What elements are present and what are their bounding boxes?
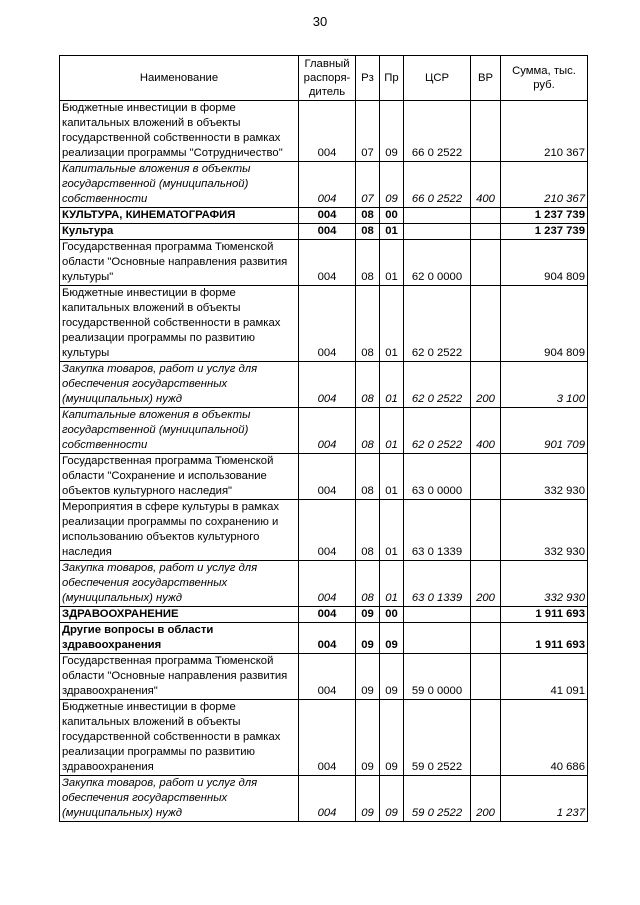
cell-chief-administrator: 004 [299,101,356,162]
cell-expense-type [471,101,501,162]
cell-section: 08 [356,500,380,561]
cell-subsection: 01 [380,240,404,286]
cell-name: КУЛЬТУРА, КИНЕМАТОГРАФИЯ [60,208,299,224]
cell-target-article: 62 0 2522 [404,362,471,408]
cell-name: Мероприятия в сфере культуры в рамках реализации программы по сохранению и использованию объектов культурного наследия [60,500,299,561]
cell-subsection: 09 [380,654,404,700]
cell-expense-type [471,623,501,654]
cell-target-article: 63 0 1339 [404,500,471,561]
cell-chief-administrator: 004 [299,607,356,623]
cell-chief-administrator: 004 [299,561,356,607]
cell-expense-type [471,286,501,362]
cell-subsection: 01 [380,561,404,607]
cell-target-article: 66 0 2522 [404,101,471,162]
cell-sum: 210 367 [501,162,588,208]
cell-chief-administrator: 004 [299,500,356,561]
cell-subsection: 01 [380,454,404,500]
cell-section: 08 [356,240,380,286]
cell-name: Бюджетные инвестиции в форме капитальных вложений в объекты государственной собственности в рамках реализации программы "Сотрудничество" [60,101,299,162]
cell-expense-type: 200 [471,776,501,822]
cell-sum: 210 367 [501,101,588,162]
cell-target-article: 59 0 0000 [404,654,471,700]
cell-sum: 1 911 693 [501,623,588,654]
header-name: Наименование [60,56,299,101]
table-body [60,101,588,822]
cell-expense-type [471,224,501,240]
cell-sum: 1 237 739 [501,224,588,240]
cell-sum: 40 686 [501,700,588,776]
table-row [60,607,588,623]
budget-table [59,55,588,822]
table-row [60,362,588,408]
cell-sum: 901 709 [501,408,588,454]
cell-chief-administrator: 004 [299,700,356,776]
table-row [60,500,588,561]
header-sum: Сумма, тыс. руб. [501,56,588,101]
cell-section: 09 [356,623,380,654]
cell-target-article [404,208,471,224]
cell-section: 09 [356,700,380,776]
cell-chief-administrator: 004 [299,162,356,208]
cell-sum: 1 911 693 [501,607,588,623]
table-row [60,776,588,822]
cell-sum: 1 237 739 [501,208,588,224]
cell-target-article [404,623,471,654]
table-row [60,561,588,607]
cell-sum: 332 930 [501,561,588,607]
cell-section: 08 [356,224,380,240]
cell-expense-type [471,240,501,286]
cell-subsection: 01 [380,286,404,362]
cell-expense-type: 200 [471,561,501,607]
cell-subsection: 00 [380,208,404,224]
cell-name: Бюджетные инвестиции в форме капитальных вложений в объекты государственной собственности в рамках реализации программы по развитию здравоохранения [60,700,299,776]
cell-sum: 41 091 [501,654,588,700]
cell-name: Бюджетные инвестиции в форме капитальных вложений в объекты государственной собственности в рамках реализации программы по развитию культуры [60,286,299,362]
cell-subsection: 00 [380,607,404,623]
cell-section: 08 [356,208,380,224]
cell-target-article: 59 0 2522 [404,700,471,776]
cell-section: 09 [356,654,380,700]
cell-section: 09 [356,607,380,623]
cell-subsection: 01 [380,224,404,240]
cell-subsection: 01 [380,408,404,454]
table-row [60,224,588,240]
cell-target-article [404,607,471,623]
table-row [60,208,588,224]
cell-subsection: 09 [380,700,404,776]
header-chief-administrator: Главный распоря-дитель [299,56,356,101]
cell-chief-administrator: 004 [299,286,356,362]
cell-chief-administrator: 004 [299,408,356,454]
cell-subsection: 01 [380,362,404,408]
cell-expense-type [471,654,501,700]
cell-target-article: 62 0 2522 [404,286,471,362]
cell-expense-type: 400 [471,162,501,208]
table-row [60,408,588,454]
cell-expense-type [471,208,501,224]
cell-name: ЗДРАВООХРАНЕНИЕ [60,607,299,623]
cell-name: Капитальные вложения в объекты государственной (муниципальной) собственности [60,162,299,208]
cell-section: 08 [356,286,380,362]
cell-name: Государственная программа Тюменской области "Основные направления развития культуры" [60,240,299,286]
cell-section: 08 [356,362,380,408]
cell-expense-type [471,454,501,500]
cell-chief-administrator: 004 [299,623,356,654]
cell-section: 07 [356,162,380,208]
page-number: 30 [312,14,328,29]
cell-expense-type [471,500,501,561]
cell-name: Государственная программа Тюменской области "Сохранение и использование объектов культурного наследия" [60,454,299,500]
cell-chief-administrator: 004 [299,362,356,408]
header-target-article: ЦСР [404,56,471,101]
cell-name: Другие вопросы в области здравоохранения [60,623,299,654]
table-row [60,286,588,362]
cell-sum: 3 100 [501,362,588,408]
cell-section: 08 [356,454,380,500]
cell-chief-administrator: 004 [299,454,356,500]
cell-expense-type: 400 [471,408,501,454]
cell-subsection: 09 [380,162,404,208]
cell-name: Государственная программа Тюменской области "Основные направления развития здравоохранения" [60,654,299,700]
table-row [60,162,588,208]
cell-name: Закупка товаров, работ и услуг для обеспечения государственных (муниципальных) нужд [60,561,299,607]
cell-target-article: 59 0 2522 [404,776,471,822]
cell-subsection: 09 [380,776,404,822]
cell-target-article: 66 0 2522 [404,162,471,208]
cell-chief-administrator: 004 [299,776,356,822]
header-expense-type: ВР [471,56,501,101]
cell-sum: 1 237 [501,776,588,822]
cell-name: Культура [60,224,299,240]
cell-expense-type [471,700,501,776]
cell-sum: 904 809 [501,240,588,286]
cell-subsection: 09 [380,101,404,162]
table-row [60,654,588,700]
cell-section: 08 [356,408,380,454]
cell-chief-administrator: 004 [299,654,356,700]
cell-sum: 332 930 [501,454,588,500]
table-row [60,623,588,654]
cell-subsection: 01 [380,500,404,561]
cell-chief-administrator: 004 [299,224,356,240]
cell-sum: 904 809 [501,286,588,362]
cell-chief-administrator: 004 [299,240,356,286]
cell-section: 09 [356,776,380,822]
cell-chief-administrator: 004 [299,208,356,224]
cell-section: 08 [356,561,380,607]
cell-target-article: 63 0 0000 [404,454,471,500]
cell-sum: 332 930 [501,500,588,561]
cell-name: Закупка товаров, работ и услуг для обеспечения государственных (муниципальных) нужд [60,362,299,408]
cell-target-article [404,224,471,240]
cell-name: Закупка товаров, работ и услуг для обеспечения государственных (муниципальных) нужд [60,776,299,822]
cell-section: 07 [356,101,380,162]
cell-target-article: 62 0 0000 [404,240,471,286]
table-row [60,700,588,776]
cell-target-article: 62 0 2522 [404,408,471,454]
table-header-row [60,56,588,101]
table-row [60,454,588,500]
header-subsection: Пр [380,56,404,101]
table-row [60,101,588,162]
cell-name: Капитальные вложения в объекты государственной (муниципальной) собственности [60,408,299,454]
header-section: Рз [356,56,380,101]
cell-subsection: 09 [380,623,404,654]
cell-target-article: 63 0 1339 [404,561,471,607]
cell-expense-type [471,607,501,623]
table-row [60,240,588,286]
cell-expense-type: 200 [471,362,501,408]
